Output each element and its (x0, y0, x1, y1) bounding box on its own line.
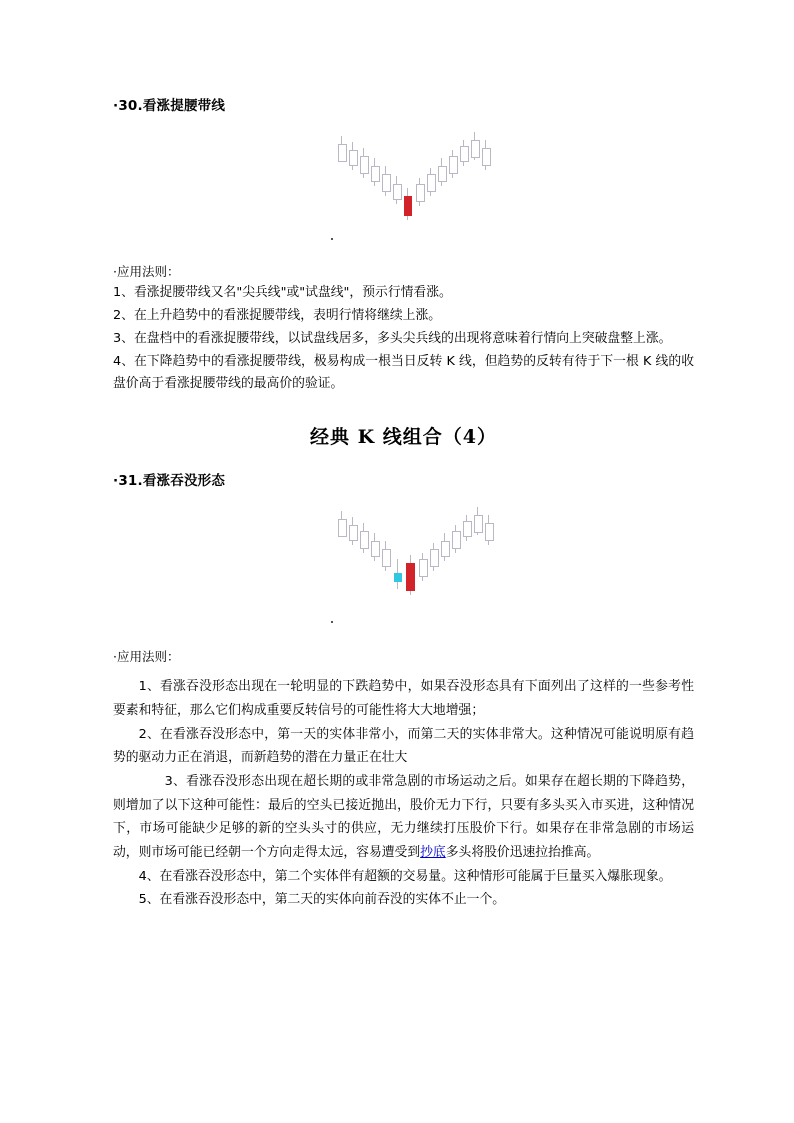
section-30-rule-2: 2、在上升趋势中的看涨捉腰带线，表明行情将继续上涨。 (113, 308, 442, 324)
section-31-rule-5: 5、在看涨吞没形态中，第二天的实体向前吞没的实体不止一个。 (138, 892, 506, 908)
section-31-rules-title: ·应用法则： (113, 649, 180, 665)
candle-body (360, 156, 369, 174)
candle-body (452, 531, 461, 549)
candle-body (449, 156, 458, 174)
candle-body (474, 515, 483, 533)
candle-body (438, 166, 447, 182)
candle-body (371, 541, 380, 557)
candle-body (338, 519, 347, 537)
chart-1-canvas (323, 122, 523, 242)
candle-body (371, 166, 380, 182)
chart-origin-dot (331, 238, 333, 240)
candle-body (482, 148, 491, 166)
section-30-heading: ·30.看涨提腰带线 (113, 98, 226, 114)
candle-body (382, 174, 391, 192)
candle-body (349, 525, 358, 541)
bullish-engulfing-body (406, 563, 415, 591)
candle-body (427, 174, 436, 192)
candle-body (463, 521, 472, 537)
candle-body (460, 146, 469, 162)
page-title: 经典 K 线组合（4） (310, 426, 497, 449)
chaodi-link[interactable]: 抄底 (420, 845, 446, 861)
candle-body (430, 549, 439, 567)
bullish-candle-body (404, 196, 412, 216)
section-30-rule-4: 4、在下降趋势中的看涨捉腰带线，极易构成一根当日反转 K 线，但趋势的反转有待于下一根 K 线的收盘价高于看涨捉腰带线的最高价的验证。 (113, 353, 694, 392)
section-31-rules (113, 647, 694, 912)
candle-body (419, 559, 428, 577)
candlestick-chart-1 (113, 122, 694, 252)
candle-body (393, 184, 402, 200)
candle-body (416, 184, 425, 202)
section-31-rule-1: 1、看涨吞没形态出现在一轮明显的下跌趋势中，如果吞没形态具有下面列出了这样的一些参考性要素和特征，那么它们构成重要反转信号的可能性将大大地增强； (113, 679, 694, 718)
candle-body (382, 549, 391, 567)
section-31-rule-3: 3、看涨吞没形态出现在超长期的或非常急剧的市场运动之后。如果存在超长期的下降趋势，则增加了以下这种可能性：最后的空头已接近抛出，股价无力下行，只要有多头买入市买进，这种情况下，市场可能缺少足够的新的空头头寸的供应，无力继续打压股价下行。如果存在非常急剧的市场运动，则市场可能已经朝一个方向走得太远，容易遭受到抄底多头将股价迅速拉抬推高。 (113, 774, 694, 861)
candle-body (338, 144, 347, 162)
section-31-heading: ·31.看涨吞没形态 (113, 473, 226, 490)
section-31-rule-4: 4、在看涨吞没形态中，第二个实体伴有超额的交易量。这种情形可能属于巨量买入爆胀现象。 (138, 868, 672, 884)
chart-2-canvas (323, 497, 523, 627)
section-31-rule-2: 2、在看涨吞没形态中，第一天的实体非常小，而第二天的实体非常大。这种情况可能说明原有趋势的驱动力正在消退，而新趋势的潜在力量正在壮大 (113, 726, 694, 766)
bearish-candle-body (394, 573, 402, 582)
candle-body (360, 531, 369, 549)
chart-origin-dot (331, 621, 333, 623)
section-30-rules (113, 262, 694, 396)
candlestick-chart-2 (113, 497, 694, 637)
section-30-rule-3: 3、在盘档中的看涨捉腰带线，以试盘线居多，多头尖兵线的出现将意味着行情向上突破盘整上涨。 (113, 330, 672, 346)
section-30-rules-title: ·应用法则： (113, 264, 180, 280)
candle-body (441, 541, 450, 557)
section-30-rule-1: 1、看涨捉腰带线又名"尖兵线"或"试盘线"，预示行情看涨。 (113, 285, 452, 301)
candle-body (471, 140, 480, 158)
candle-body (485, 523, 494, 541)
candle-body (349, 150, 358, 166)
